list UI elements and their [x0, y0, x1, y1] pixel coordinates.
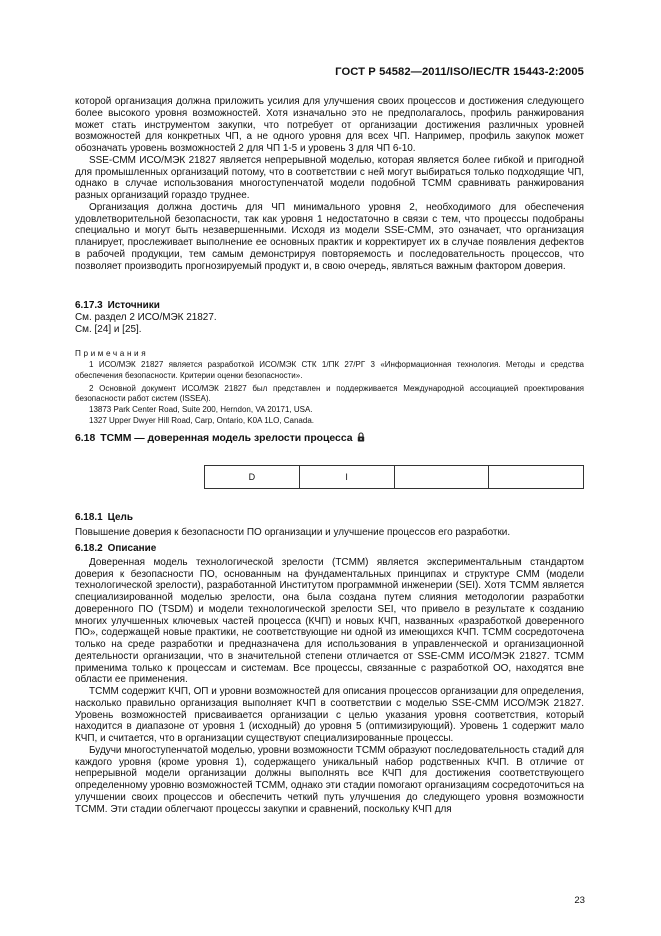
sources-line-2: См. [24] и [25].	[75, 323, 142, 335]
section-number: 6.17.3	[75, 300, 103, 311]
description-paragraph-2: TCMM содержит КЧП, ОП и уровни возможностей для описания процессов организации для определения, насколько правильно организация выполняет КЧП в соответствии с моделью SSE-CMM ИСО/МЭК 21827. Уровень возможностей присваивается организации с целью указания уровня соответствия, который находится в диапазоне от уровня 1 (исходный) до уровня 5 (оптимизирующий). Уровень 1 содержит мало КЧП, и считается, что в организации существуют специализированные процессы.	[75, 686, 584, 744]
section-6-18-heading	[75, 432, 584, 446]
section-6-17-3	[75, 300, 584, 336]
purpose-text: Повышение доверия к безопасности ПО организации и улучшение процессов его разработки.	[75, 527, 511, 538]
table-cell-empty-1	[394, 466, 489, 489]
table-cell-d: D	[205, 466, 300, 489]
section-number: 6.18.1	[75, 512, 103, 523]
paragraph-organization-level: Организация должна достичь для ЧП минимального уровня 2, необходимого для обеспечения удовлетворительной безопасности, так как уровня 1 недостаточно в связи с тем, что процессы подобраны специально и могут быть незавершенными. Исходя из модели SSE-CMM, это означает, что организация планирует, прослеживает выполнение ее основных практик и корректирует их в случае появления дефектов в рабочей продукции, тем самым демонстрируя повторяемость и последовательность процессов, что позволяет производить прогнозируемый продукт и, в свою очередь, являться важным фактором доверия.	[75, 201, 584, 272]
address-2: 1327 Upper Dwyer Hill Road, Carp, Ontario, K0A 1LO, Canada.	[89, 415, 315, 425]
table-cell-i: I	[299, 466, 394, 489]
section-number: 6.18	[75, 433, 96, 444]
notes-block	[75, 348, 584, 427]
assurance-property-table	[204, 465, 584, 489]
sources-line-1: См. раздел 2 ИСО/МЭК 21827.	[75, 312, 217, 323]
section-number: 6.18.2	[75, 542, 103, 554]
address-1: 13873 Park Center Road, Suite 200, Herndon, VA 20171, USA.	[89, 405, 313, 415]
section-title: Источники	[107, 300, 160, 311]
section-title: TCMM — доверенная модель зрелости процесса	[100, 433, 353, 444]
note-1: 1 ИСО/МЭК 21827 является разработкой ИСО/МЭК СТК 1/ПК 27/РГ 3 «Информационная технология. Методы и средства обеспечения безопасности. Критерии оценки безопасности».	[75, 360, 584, 380]
section-heading	[75, 512, 584, 524]
body-top	[75, 96, 584, 272]
paragraph-ssecmm: SSE-CMM ИСО/МЭК 21827 является непрерывной моделью, которая является более гибкой и пригодной для промышленных организаций потому, что в соответствии с ней могут выбираться только подходящие ЧП, однако в случае использования многоступенчатой модели подобной ТСММ сравнивать ранжирования разных организаций гораздо труднее.	[75, 154, 584, 201]
note-2: 2 Основной документ ИСО/МЭК 21827 был представлен и поддерживается Международной ассоциацией проектирования безопасности работ систем (ISSEA).	[75, 383, 584, 404]
section-heading	[75, 432, 584, 446]
lock-icon	[357, 432, 365, 446]
description-paragraph-3: Будучи многоступенчатой моделью, уровни возможности TCMM образуют последовательность стадий для каждого уровня (кроме уровня 1), содержащего уникальный набор родственных КЧП. В отличие от непрерывной модели организации должны выполнять все КЧП для достижения соответствующего определенному уровню возможностей TCMM, однако эти стадии помогают организациям сосредоточиться на улучшении своих процессов и обеспечить четкий путь улучшения до следующего уровня возможности TCMM. Эти стадии облегчают процессы закупки и сравнений, поскольку КЧП для	[75, 744, 584, 815]
section-heading-6-18-2	[75, 543, 584, 555]
page-number: 23	[574, 895, 585, 906]
section-title: Описание	[107, 542, 157, 554]
notes-title: Примечания	[75, 349, 149, 358]
section-title: Цель	[107, 512, 133, 523]
section-heading	[75, 300, 584, 312]
paragraph-ranking-profile: которой организация должна приложить усилия для улучшения своих процессов и достижения следующего более высокого уровня возможностей. Хотя изначально это не предполагалось, профиль ранжирования может стать инструментом закупки, что потребует от организации достижения различных уровней возможностей для конкретных ЧП, а не одного уровня для всех ЧП. Например, профиль закупок может обозначать уровень возможностей 2 для ЧП 1-5 и уровень 3 для ЧП 6-10.	[75, 96, 584, 154]
table-cell-empty-2	[489, 466, 584, 489]
standard-header: ГОСТ Р 54582—2011/ISO/IEC/TR 15443-2:2005	[335, 66, 584, 78]
section-6-18-1	[75, 512, 584, 815]
description-paragraph-1: Доверенная модель технологической зрелости (TCMM) является экспериментальным стандартом доверия к безопасности ПО, основанным на фундаментальных принципах и структуре CMM (модели технологической зрелости), разработанной Институтом программной инженерии (SEI). Хотя TCMM является специализированной моделью зрелости, она была создана путем слияния методологии разработки доверенного ПО (TSDM) и модели технологической зрелости SEI, что привело в результате к созданию многих улучшенных ключевых частей процесса (КЧП) и новых КЧП, названных «разработкой доверенного ПО», содержащей новые практики, не соответствующие ни одной из имеющихся КЧП. TCMM сосредоточена только на среде разработки и предназначена для использования в управленческой и организационной деятельности организации, что в значительной степени отличается от SSE-CMM ИСО/МЭК 21827. TCMM применима только к процессам и системам. Все процессы, связанные с разработкой ОО, находятся вне области ее применения.	[75, 556, 584, 686]
